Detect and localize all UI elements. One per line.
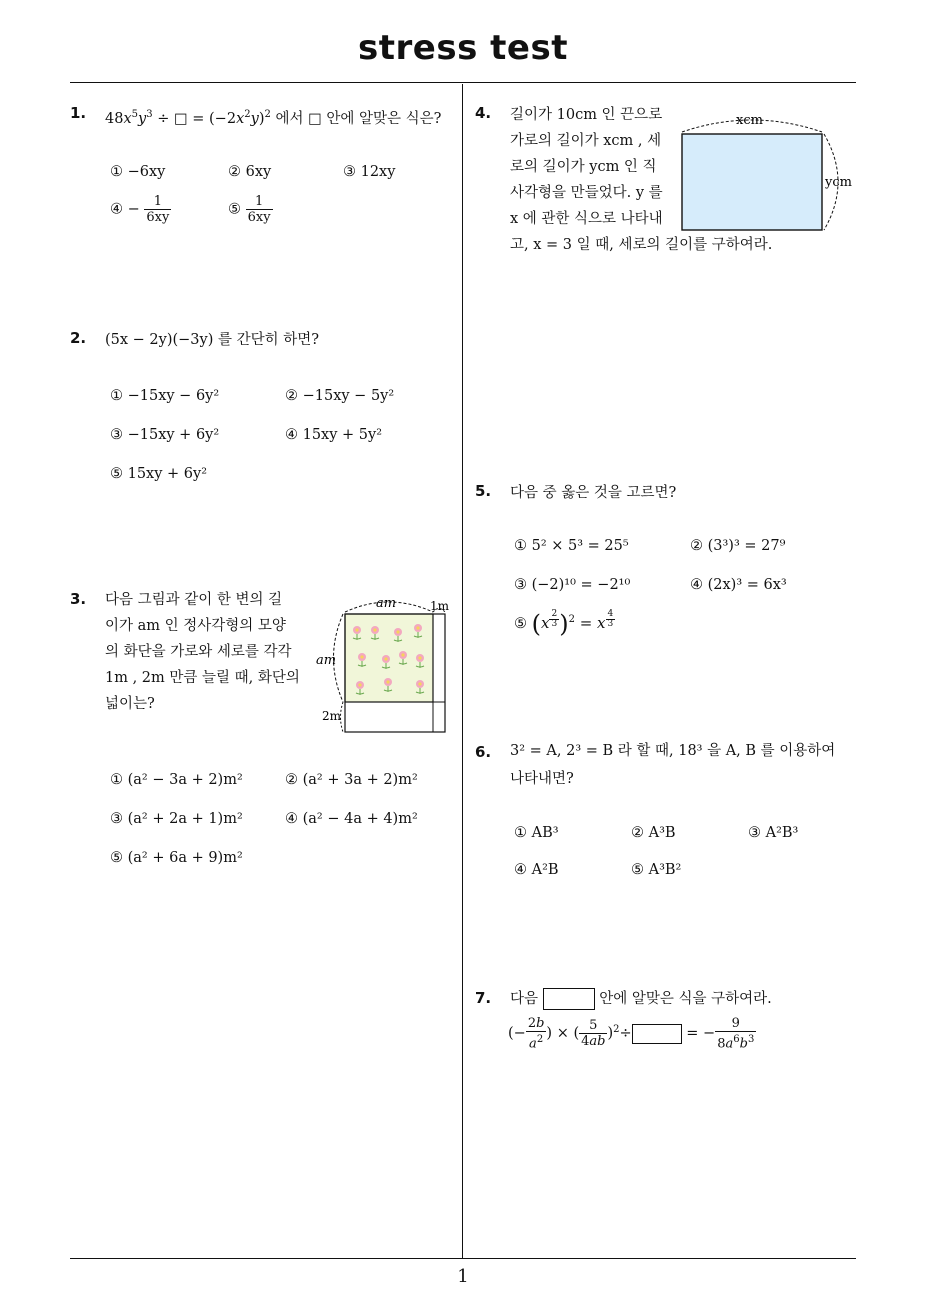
q3-option-3[interactable]: ③ (a² + 2a + 1)m² — [110, 811, 243, 827]
fig-label-right: ycm — [825, 175, 852, 190]
q4-number: 4. — [475, 104, 492, 122]
q2-option-4[interactable]: ④ 15xy + 5y² — [285, 427, 383, 443]
q5-option-3[interactable]: ③ (−2)¹⁰ = −2¹⁰ — [514, 577, 631, 593]
q3-stem-line: 의 화단을 가로와 세로를 각각 — [105, 644, 292, 660]
q6-stem-line: 3² = A, 2³ = B 라 할 때, 18³ 을 A, B 를 이용하여 — [510, 743, 836, 759]
rectangle-shape — [682, 134, 822, 230]
q3-garden-figure — [312, 592, 458, 738]
q5-option-2[interactable]: ② (3³)³ = 27⁹ — [690, 538, 786, 554]
q5-option-4[interactable]: ④ (2x)³ = 6x³ — [690, 577, 787, 593]
q5-option-1[interactable]: ① 5² × 5³ = 25⁵ — [514, 538, 629, 554]
q7-stem — [510, 986, 772, 1012]
q3-stem-line: 넓이는? — [105, 696, 155, 712]
q1-option-5-prefix: ⑤ — [228, 201, 241, 218]
q3-stem-line: 1m , 2m 만큼 늘릴 때, 화단의 — [105, 670, 300, 686]
q7-stem-post: 안에 알맞은 식을 구하여라. — [599, 991, 772, 1007]
fig-label-top: am — [376, 596, 397, 611]
fig-label-left: am — [316, 653, 337, 668]
q3-stem — [105, 587, 305, 717]
fig-label-right-top: 1m — [430, 599, 450, 613]
q2-stem: (5x − 2y)(−3y) 를 간단히 하면? — [105, 332, 320, 348]
footer-rule — [70, 1258, 856, 1259]
q6-option-2[interactable]: ② A³B — [631, 825, 676, 841]
q4-stem-line: x 에 관한 식으로 나타내 — [510, 211, 663, 227]
q4-stem-line: 길이가 10cm 인 끈으로 — [510, 107, 663, 123]
q2-option-2[interactable]: ② −15xy − 5y² — [285, 388, 395, 404]
q7-equation: (− $\frac{2b}{a^2}$ ) × ( $\frac{5}{4ab}$ )$^2$÷ = − $\frac{9}{8a^6b^3}$ — [508, 1016, 755, 1052]
q3-option-1[interactable]: ① (a² − 3a + 2)m² — [110, 772, 243, 788]
q1-option-5-fraction: $\frac{1}{6xy}$ — [247, 194, 271, 225]
q6-option-4[interactable]: ④ A²B — [514, 862, 559, 878]
q4-stem-line: 로의 길이가 ycm 인 직 — [510, 159, 657, 175]
column-divider — [462, 84, 463, 1258]
q1-option-2[interactable]: ② 6xy — [228, 164, 272, 180]
q1-option-4[interactable] — [110, 194, 171, 225]
page-number: 1 — [457, 1266, 469, 1287]
q4-rectangle-figure — [676, 108, 856, 238]
q6-option-3[interactable]: ③ A²B³ — [748, 825, 799, 841]
page-title: stress test — [358, 28, 568, 68]
q1-stem-tail: 에서 □ 안에 알맞은 식은? — [275, 110, 442, 127]
q4-stem-line: 고, x = 3 일 때, 세로의 길이를 구하여라. — [510, 237, 773, 253]
q7-number: 7. — [475, 989, 492, 1007]
q7-stem-pre: 다음 — [510, 991, 539, 1007]
fig-label-top: xcm — [736, 113, 763, 128]
q1-option-4-prefix: ④ − — [110, 201, 140, 218]
q6-option-5[interactable]: ⑤ A³B² — [631, 862, 682, 878]
q3-option-2[interactable]: ② (a² + 3a + 2)m² — [285, 772, 418, 788]
q1-expression: $48x^5y^3$ ÷ □ = $(-2x^2y)^2$ — [105, 109, 271, 127]
q3-stem-line: 다음 그림과 같이 한 변의 길 — [105, 592, 283, 608]
q1-number: 1. — [70, 104, 87, 122]
q5-option-5-expression: (x $^{\frac{2}{3}}$ )$^2$ = x $^{\frac{4}{3}}$ — [531, 609, 614, 638]
q5-stem: 다음 중 옳은 것을 고르면? — [510, 485, 677, 501]
q6-stem-line: 나타내면? — [510, 771, 574, 787]
q5-number: 5. — [475, 482, 492, 500]
q7-equation-box[interactable] — [632, 1024, 682, 1044]
q3-stem-line: 이가 am 인 정사각형의 모양 — [105, 618, 286, 634]
q3-number: 3. — [70, 590, 87, 608]
q1-option-3[interactable]: ③ 12xy — [343, 164, 396, 180]
q5-option-5-marker: ⑤ — [514, 616, 527, 632]
q7-answer-box[interactable] — [543, 988, 595, 1010]
fig-label-bottom-left: 2m — [322, 709, 342, 723]
q5-option-5[interactable] — [514, 610, 615, 638]
q2-option-1[interactable]: ① −15xy − 6y² — [110, 388, 220, 404]
q4-stem-line: 사각형을 만들었다. y 를 — [510, 185, 663, 201]
q3-option-5[interactable]: ⑤ (a² + 6a + 9)m² — [110, 850, 243, 866]
q1-option-1[interactable]: ① −6xy — [110, 164, 166, 180]
header-rule — [70, 82, 856, 83]
q3-option-4[interactable]: ④ (a² − 4a + 4)m² — [285, 811, 418, 827]
q4-stem-line: 가로의 길이가 xcm , 세 — [510, 133, 662, 149]
q1-option-4-fraction: $\frac{1}{6xy}$ — [146, 194, 170, 225]
q2-option-3[interactable]: ③ −15xy + 6y² — [110, 427, 220, 443]
q6-number: 6. — [475, 743, 492, 761]
q6-option-1[interactable]: ① AB³ — [514, 825, 559, 841]
q6-stem — [510, 737, 860, 793]
q1-stem — [105, 102, 441, 132]
q2-number: 2. — [70, 329, 87, 347]
q2-option-5[interactable]: ⑤ 15xy + 6y² — [110, 466, 208, 482]
q1-option-5[interactable] — [228, 194, 273, 225]
